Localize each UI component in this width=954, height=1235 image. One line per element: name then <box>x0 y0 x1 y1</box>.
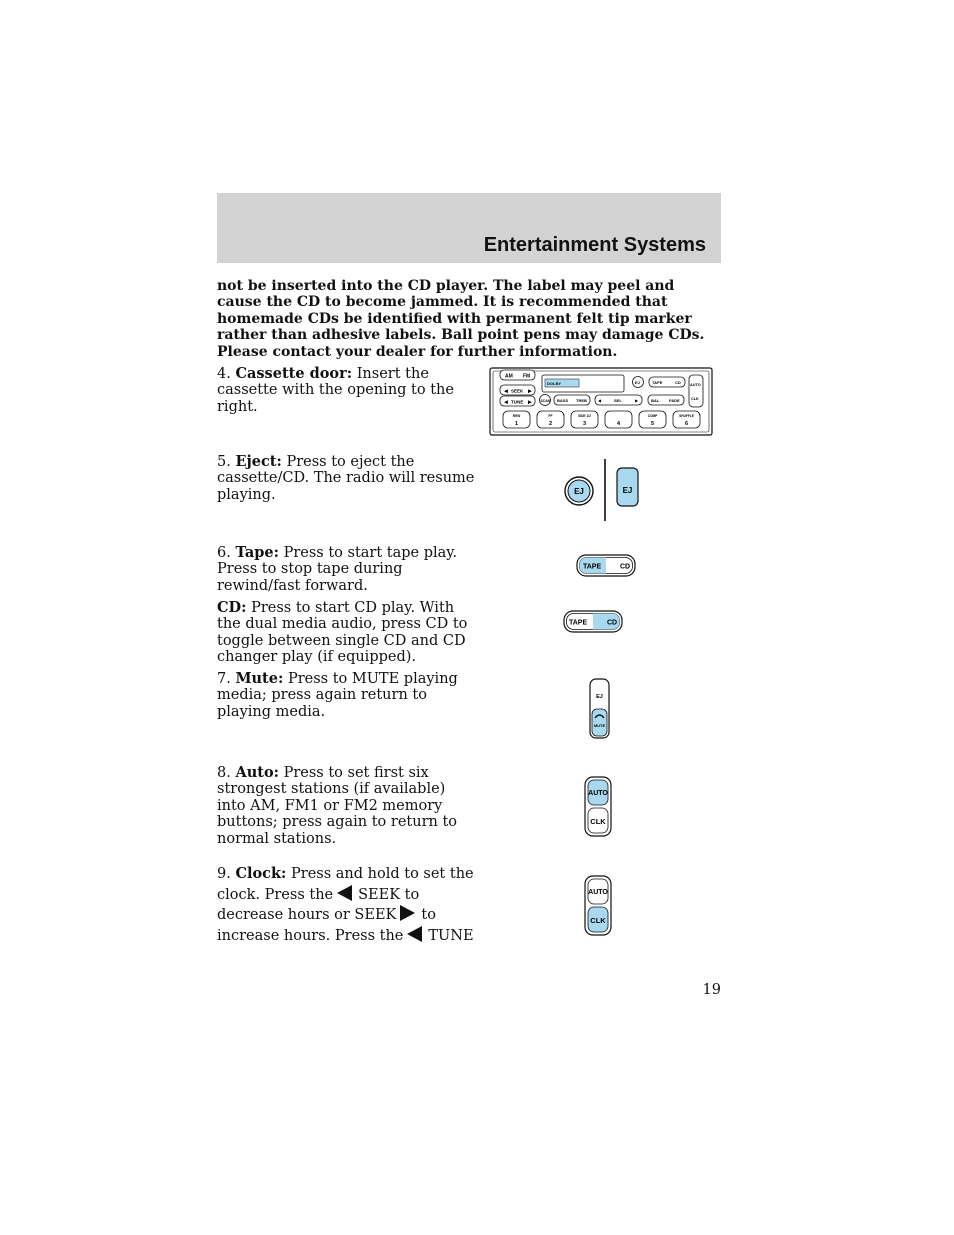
intro-warning: not be inserted into the CD player. The label may peel and cause the CD to become jammed. It is recommended that homemade CDs be identified with permanent felt tip marker rather than adhesive labels. Ball point pens may damage CDs. Please contact your dealer for further information. <box>217 278 705 360</box>
item-term: Cassette door: <box>235 365 353 382</box>
svg-text:SCAN: SCAN <box>540 399 551 403</box>
svg-text:COMP: COMP <box>647 414 658 418</box>
eject-button-illustration <box>560 458 644 524</box>
svg-text:◀: ◀ <box>598 398 602 403</box>
seek-label: SEEK <box>511 388 524 394</box>
svg-text:BAL: BAL <box>651 398 660 403</box>
svg-text:CLK: CLK <box>590 817 606 826</box>
svg-text:EJ: EJ <box>635 380 640 385</box>
svg-text:CD: CD <box>675 380 681 385</box>
svg-text:CLK: CLK <box>691 397 699 401</box>
svg-text:▶: ▶ <box>635 398 639 403</box>
seek-left-arrow-icon <box>337 885 352 901</box>
cd-button-illustration <box>563 609 625 634</box>
svg-text:SIDE 1/2: SIDE 1/2 <box>578 414 591 418</box>
auto-button-illustration <box>583 775 615 839</box>
item-term: Tape: <box>235 544 279 561</box>
svg-text:CD: CD <box>607 619 618 627</box>
svg-text:▶: ▶ <box>528 388 532 395</box>
item-clock: 9. Clock: Press and hold to set the clock. Press the SEEK to decrease hours or SEEK to increase hours. Press the TUNE <box>217 865 474 944</box>
item-mute: 7. Mute: Press to MUTE playing media; press again return to playing media. <box>217 670 458 720</box>
item-auto: 8. Auto: Press to set first six strongest stations (if available) into AM, FM1 or FM2 memory buttons; press again to return to normal stations. <box>217 764 458 847</box>
item-term: CD: <box>217 599 247 616</box>
item-eject: 5. Eject: Press to eject the cassette/CD. The radio will resume playing. <box>217 453 475 503</box>
svg-text:TAPE: TAPE <box>583 563 602 571</box>
svg-text:CLK: CLK <box>590 916 606 925</box>
svg-text:TREB: TREB <box>576 398 587 403</box>
mute-label: MUTE <box>593 723 606 728</box>
item-cd: CD: Press to start CD play. With the dual media audio, press CD to toggle between single CD and CD changer play (if equipped). <box>217 599 468 666</box>
svg-text:AUTO: AUTO <box>690 383 701 387</box>
page-number: 19 <box>702 982 721 998</box>
svg-text:AUTO: AUTO <box>588 790 608 797</box>
svg-text:EJ: EJ <box>596 694 603 700</box>
fm-label: FM <box>523 373 531 380</box>
tune-left-arrow-icon <box>407 926 422 942</box>
tape-button-illustration <box>576 553 638 578</box>
svg-text:BASS: BASS <box>557 398 569 403</box>
svg-text:◀: ◀ <box>504 388 508 395</box>
eject-label: EJ <box>574 487 584 496</box>
svg-text:FF: FF <box>548 414 553 418</box>
item-cassette-door: 4. Cassette door: Insert the cassette with the opening to the right. <box>217 365 454 415</box>
item-tape: 6. Tape: Press to start tape play. Press to stop tape during rewind/fast forward. <box>217 544 458 594</box>
item-term: Eject: <box>235 453 282 470</box>
svg-text:AUTO: AUTO <box>588 889 608 896</box>
svg-text:EJ: EJ <box>622 486 633 495</box>
svg-text:FADE: FADE <box>669 398 680 403</box>
header-band <box>217 193 721 263</box>
item-term: Auto: <box>235 764 279 781</box>
dolby-label: DOLBY <box>547 381 561 386</box>
item-term: Mute: <box>235 670 284 687</box>
tune-label: TUNE <box>511 399 524 405</box>
svg-text:6: 6 <box>684 421 689 427</box>
svg-text:SEL: SEL <box>614 398 622 403</box>
svg-text:1: 1 <box>514 421 519 427</box>
clock-button-illustration <box>583 874 615 938</box>
svg-text:TAPE: TAPE <box>569 619 588 627</box>
svg-text:◀: ◀ <box>504 399 508 406</box>
svg-text:2: 2 <box>548 421 553 427</box>
am-label: AM <box>505 373 513 380</box>
item-term: Clock: <box>235 865 287 882</box>
radio-faceplate-illustration <box>489 367 713 437</box>
svg-text:3: 3 <box>582 421 587 427</box>
page-title: Entertainment Systems <box>483 234 706 256</box>
seek-right-arrow-icon <box>400 905 415 921</box>
svg-text:4: 4 <box>616 421 621 427</box>
svg-text:TAPE: TAPE <box>652 380 663 385</box>
svg-text:SHUFFLE: SHUFFLE <box>679 414 694 418</box>
svg-text:CD: CD <box>620 563 631 571</box>
svg-text:5: 5 <box>650 421 655 427</box>
svg-text:▶: ▶ <box>528 399 532 406</box>
svg-text:REW: REW <box>512 414 521 418</box>
mute-button-illustration <box>588 677 612 741</box>
